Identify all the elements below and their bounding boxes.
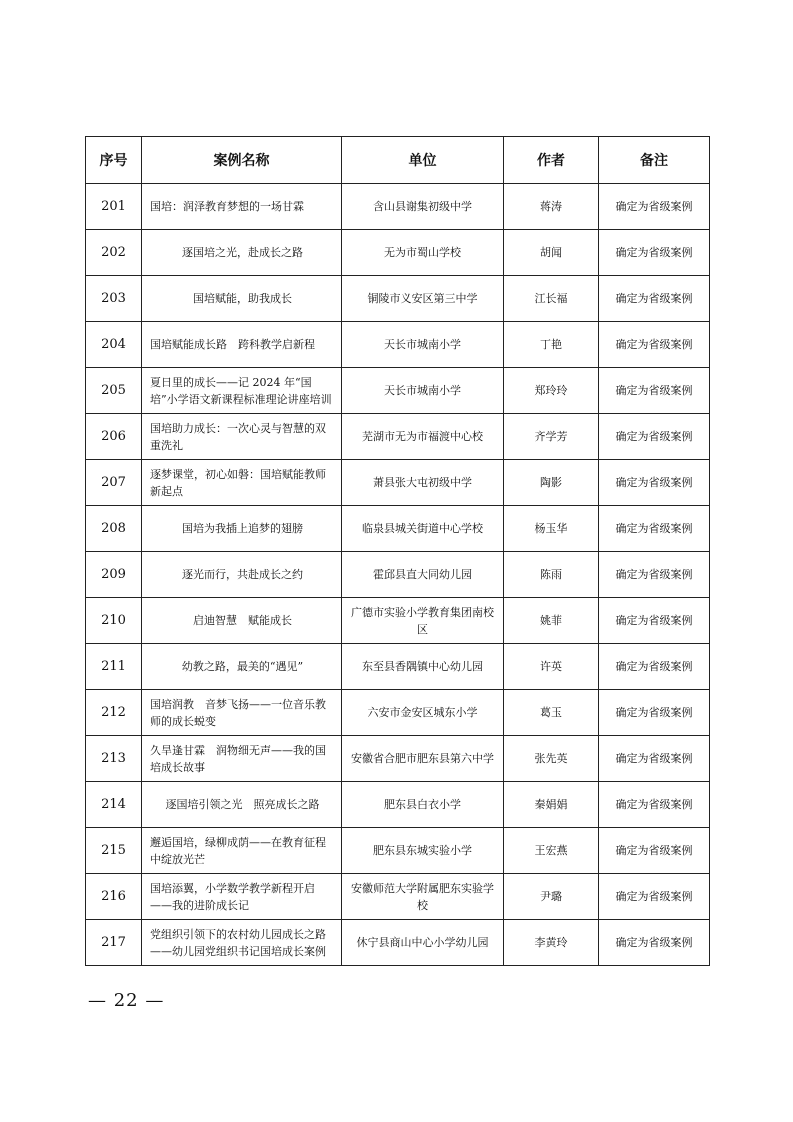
header-unit: 单位 <box>342 137 504 184</box>
table-row <box>86 690 710 736</box>
cell-serial: 213 <box>86 736 142 782</box>
case-table <box>85 136 710 966</box>
cell-case-name: 国培赋能，助我成长 <box>142 276 342 322</box>
cell-serial: 212 <box>86 690 142 736</box>
header-serial: 序号 <box>86 137 142 184</box>
cell-case-name: 国培赋能成长路 跨科教学启新程 <box>142 322 342 368</box>
cell-note: 确定为省级案例 <box>599 368 710 414</box>
cell-serial: 202 <box>86 230 142 276</box>
table-row <box>86 598 710 644</box>
cell-case-name: 逐国培之光，赴成长之路 <box>142 230 342 276</box>
cell-note: 确定为省级案例 <box>599 920 710 966</box>
cell-serial: 205 <box>86 368 142 414</box>
cell-unit: 含山县谢集初级中学 <box>342 184 504 230</box>
cell-unit: 安徽省合肥市肥东县第六中学 <box>342 736 504 782</box>
cell-author: 胡闻 <box>504 230 599 276</box>
cell-case-name: 逐梦课堂，初心如磐：国培赋能教师新起点 <box>142 460 342 506</box>
cell-note: 确定为省级案例 <box>599 874 710 920</box>
cell-note: 确定为省级案例 <box>599 276 710 322</box>
cell-note: 确定为省级案例 <box>599 782 710 828</box>
table-row <box>86 874 710 920</box>
cell-note: 确定为省级案例 <box>599 690 710 736</box>
cell-unit: 霍邱县直大同幼儿园 <box>342 552 504 598</box>
cell-unit: 铜陵市义安区第三中学 <box>342 276 504 322</box>
table-header-row <box>86 137 710 184</box>
cell-author: 李黄玲 <box>504 920 599 966</box>
cell-serial: 215 <box>86 828 142 874</box>
cell-case-name: 国培助力成长：一次心灵与智慧的双重洗礼 <box>142 414 342 460</box>
header-case-name: 案例名称 <box>142 137 342 184</box>
cell-author: 张先英 <box>504 736 599 782</box>
cell-author: 蒋涛 <box>504 184 599 230</box>
table-row <box>86 414 710 460</box>
table-row <box>86 782 710 828</box>
cell-note: 确定为省级案例 <box>599 598 710 644</box>
cell-serial: 206 <box>86 414 142 460</box>
cell-note: 确定为省级案例 <box>599 506 710 552</box>
cell-author: 丁艳 <box>504 322 599 368</box>
cell-case-name: 国培添翼，小学数学教学新程开启——我的进阶成长记 <box>142 874 342 920</box>
table-row <box>86 828 710 874</box>
cell-case-name: 久旱逢甘霖 润物细无声——我的国培成长故事 <box>142 736 342 782</box>
cell-unit: 安徽师范大学附属肥东实验学校 <box>342 874 504 920</box>
cell-author: 陶影 <box>504 460 599 506</box>
cell-serial: 214 <box>86 782 142 828</box>
cell-note: 确定为省级案例 <box>599 828 710 874</box>
cell-serial: 201 <box>86 184 142 230</box>
cell-note: 确定为省级案例 <box>599 414 710 460</box>
cell-serial: 211 <box>86 644 142 690</box>
cell-serial: 217 <box>86 920 142 966</box>
table-row <box>86 184 710 230</box>
cell-author: 尹璐 <box>504 874 599 920</box>
cell-unit: 芜湖市无为市福渡中心校 <box>342 414 504 460</box>
cell-serial: 203 <box>86 276 142 322</box>
cell-case-name: 逐光而行，共赴成长之约 <box>142 552 342 598</box>
cell-note: 确定为省级案例 <box>599 736 710 782</box>
cell-unit: 天长市城南小学 <box>342 322 504 368</box>
cell-author: 秦娟娟 <box>504 782 599 828</box>
table-row <box>86 506 710 552</box>
table-row <box>86 368 710 414</box>
cell-serial: 204 <box>86 322 142 368</box>
cell-unit: 休宁县商山中心小学幼儿园 <box>342 920 504 966</box>
table-row <box>86 736 710 782</box>
table-row <box>86 644 710 690</box>
cell-case-name: 邂逅国培，绿柳成荫——在教育征程中绽放光芒 <box>142 828 342 874</box>
cell-author: 江长福 <box>504 276 599 322</box>
cell-note: 确定为省级案例 <box>599 644 710 690</box>
cell-unit: 广德市实验小学教育集团南校区 <box>342 598 504 644</box>
table-row <box>86 322 710 368</box>
cell-author: 陈雨 <box>504 552 599 598</box>
cell-unit: 六安市金安区城东小学 <box>342 690 504 736</box>
cell-author: 杨玉华 <box>504 506 599 552</box>
cell-serial: 209 <box>86 552 142 598</box>
cell-note: 确定为省级案例 <box>599 552 710 598</box>
cell-note: 确定为省级案例 <box>599 230 710 276</box>
page-number: — 22 — <box>88 990 165 1011</box>
header-note: 备注 <box>599 137 710 184</box>
cell-unit: 天长市城南小学 <box>342 368 504 414</box>
cell-serial: 207 <box>86 460 142 506</box>
cell-unit: 无为市蜀山学校 <box>342 230 504 276</box>
cell-case-name: 夏日里的成长——记 2024 年“国培”小学语文新课程标准理论讲座培训 <box>142 368 342 414</box>
cell-author: 王宏燕 <box>504 828 599 874</box>
cell-unit: 肥东县白衣小学 <box>342 782 504 828</box>
cell-unit: 肥东县东城实验小学 <box>342 828 504 874</box>
table-row <box>86 276 710 322</box>
cell-unit: 萧县张大屯初级中学 <box>342 460 504 506</box>
cell-author: 姚菲 <box>504 598 599 644</box>
table-row <box>86 460 710 506</box>
cell-note: 确定为省级案例 <box>599 322 710 368</box>
cell-case-name: 国培润教 音梦飞扬——一位音乐教师的成长蜕变 <box>142 690 342 736</box>
table-row <box>86 552 710 598</box>
cell-note: 确定为省级案例 <box>599 460 710 506</box>
cell-author: 许英 <box>504 644 599 690</box>
header-author: 作者 <box>504 137 599 184</box>
cell-author: 郑玲玲 <box>504 368 599 414</box>
table-row <box>86 230 710 276</box>
cell-case-name: 国培：润泽教育梦想的一场甘霖 <box>142 184 342 230</box>
cell-case-name: 党组织引领下的农村幼儿园成长之路——幼儿园党组织书记国培成长案例 <box>142 920 342 966</box>
cell-unit: 临泉县城关街道中心学校 <box>342 506 504 552</box>
cell-serial: 210 <box>86 598 142 644</box>
cell-case-name: 启迪智慧 赋能成长 <box>142 598 342 644</box>
cell-case-name: 国培为我插上追梦的翅膀 <box>142 506 342 552</box>
cell-note: 确定为省级案例 <box>599 184 710 230</box>
cell-case-name: 幼教之路，最美的“遇见” <box>142 644 342 690</box>
cell-serial: 216 <box>86 874 142 920</box>
cell-author: 齐学芳 <box>504 414 599 460</box>
cell-unit: 东至县香隅镇中心幼儿园 <box>342 644 504 690</box>
cell-case-name: 逐国培引领之光 照亮成长之路 <box>142 782 342 828</box>
cell-author: 葛玉 <box>504 690 599 736</box>
cell-serial: 208 <box>86 506 142 552</box>
table-row <box>86 920 710 966</box>
